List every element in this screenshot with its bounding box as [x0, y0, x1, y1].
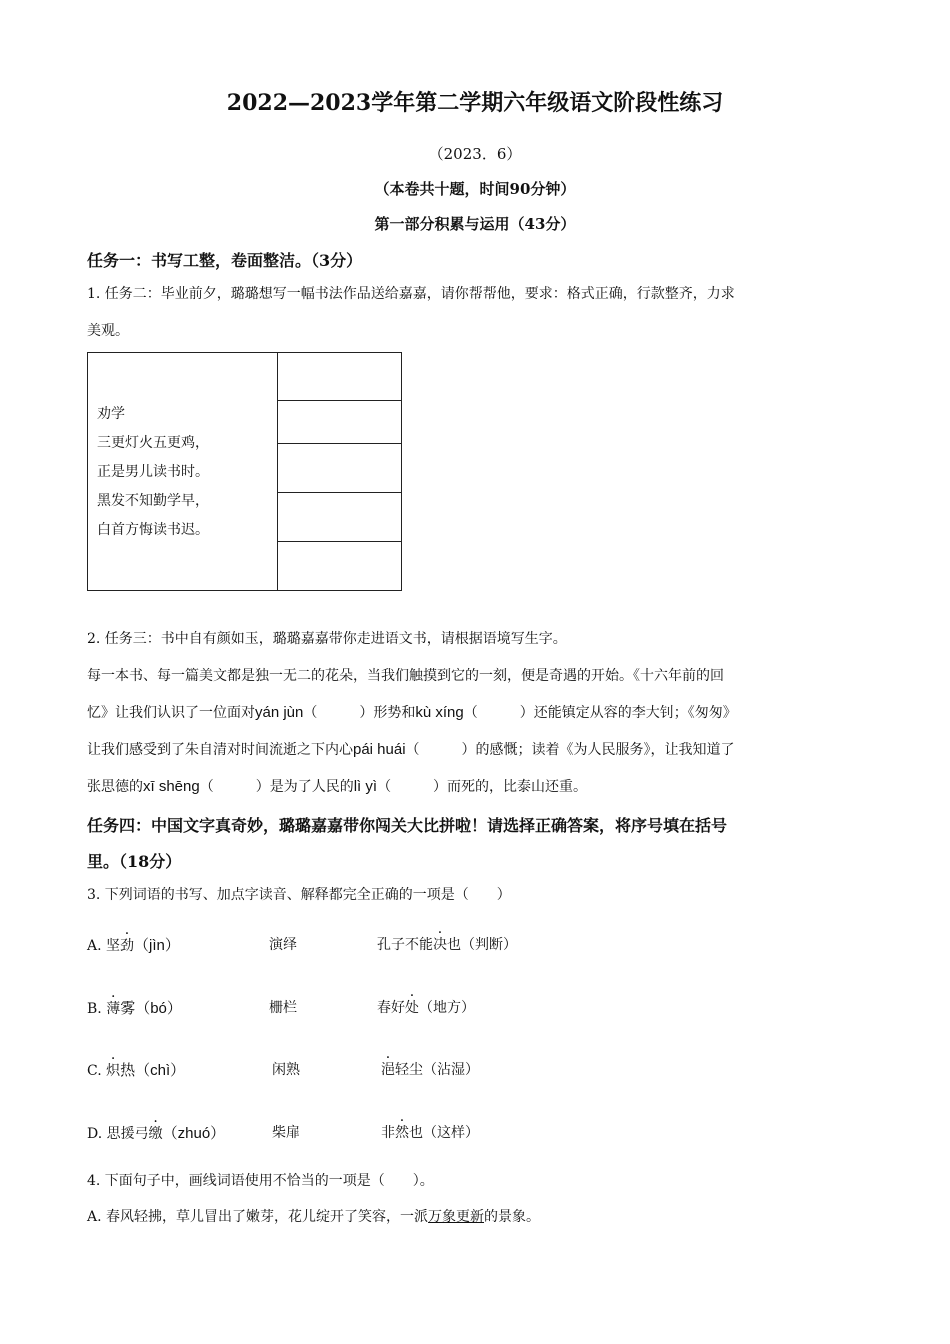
q3-option-a[interactable] [87, 934, 787, 954]
q2-line1: 每一本书、每一篇美文都是独一无二的花朵，当我们触摸到它的一刻，便是奇遇的开始。《十六年前的回 [87, 668, 724, 684]
q2-text[interactable]: （ ）形势和 [303, 705, 416, 721]
phrase-text: 也（判断） [447, 937, 517, 953]
option-word: 柴扉 [272, 1125, 300, 1141]
phrase-text: 非 [381, 1125, 395, 1141]
pinyin: kù xíng [415, 704, 464, 721]
q2-text[interactable]: （ ）是为了人民的 [199, 779, 354, 795]
q1-line1: 1. 任务二：毕业前夕，璐璐想写一幅书法作品送给嘉嘉，请你帮帮他，要求：格式正确，行款整齐，力求 [87, 286, 735, 302]
option-label: D. 思援弓 [87, 1126, 149, 1142]
option-label: B. [87, 1001, 107, 1017]
poem-line: 正是男儿读书时。 [97, 464, 209, 480]
pinyin: pái huái [353, 741, 406, 758]
phrase-text: 孔子不能 [377, 937, 433, 953]
q3-option-c[interactable] [87, 1059, 787, 1079]
q4-option-a[interactable] [87, 1199, 867, 1236]
phrase-text: 也（这样） [409, 1125, 479, 1141]
q3-option-b[interactable] [87, 997, 787, 1017]
task1-heading: 任务一：书写工整，卷面整洁。（3分） [87, 251, 363, 270]
q3-option-d[interactable] [87, 1122, 787, 1142]
q2-line2 [87, 694, 867, 732]
option-pinyin: （jìn） [134, 937, 180, 954]
underlined-phrase: 万象更新 [428, 1209, 485, 1225]
q1-line2: 美观。 [87, 323, 129, 339]
poem-title: 劝学 [97, 406, 125, 422]
q2-text[interactable]: （ ）的感慨；读着《为人民服务》，让我知道了 [405, 742, 735, 758]
poem-line: 黑发不知勤学早， [97, 493, 209, 509]
writing-cell[interactable] [278, 542, 402, 590]
q2-line3 [87, 731, 867, 769]
q2-text[interactable]: （ ）而死的，比泰山还重。 [377, 779, 588, 795]
phrase-text: 轻尘（沾湿） [395, 1062, 479, 1078]
q4-stem: 4. 下面句子中，画线词语使用不恰当的一项是（ ）。 [87, 1173, 434, 1189]
dotted-char: 处 [405, 1000, 419, 1016]
task4-line2: 里。（18分） [87, 852, 182, 871]
task4-line1: 任务四：中国文字真奇妙，璐璐嘉嘉带你闯关大比拼啦！请选择正确答案，将序号填在括号 [87, 816, 728, 835]
option-word: 闲熟 [272, 1062, 300, 1078]
poem-line: 三更灯火五更鸡， [97, 435, 209, 451]
pinyin: lì yì [353, 778, 378, 795]
writing-cell[interactable] [278, 395, 402, 444]
q3-stem: 3. 下列词语的书写、加点字读音、解释都完全正确的一项是（ ） [87, 887, 511, 903]
dotted-char: 炽 [106, 1063, 121, 1079]
option-pinyin: （zhuó） [162, 1125, 226, 1142]
q2-text: 张思德的 [87, 779, 143, 795]
option-pinyin: 热（chì） [120, 1062, 186, 1079]
option-pinyin: 雾（bó） [120, 1000, 182, 1017]
exam-date: （2023．6） [428, 145, 522, 163]
exam-note: （本卷共十题，时间90分钟） [374, 180, 576, 198]
dotted-char: 然 [395, 1125, 409, 1141]
pinyin: yán jùn [255, 704, 304, 721]
writing-cell[interactable] [278, 444, 402, 493]
option-word: 栅栏 [269, 1000, 297, 1016]
page-title: 2022—2023学年第二学期六年级语文阶段性练习 [226, 90, 724, 116]
dotted-char: 薄 [106, 1001, 121, 1017]
part-heading: 第一部分积累与运用（43分） [374, 215, 576, 233]
option-text: 的景象。 [484, 1209, 541, 1225]
phrase-text: （地方） [419, 1000, 475, 1016]
dotted-char: 浥 [381, 1062, 395, 1078]
poem-line: 白首方悔读书迟。 [97, 522, 209, 538]
pinyin: xī shēng [143, 778, 200, 795]
option-word: 演绎 [269, 937, 297, 953]
dotted-char: 缴 [148, 1126, 163, 1142]
q2-stem: 2. 任务三：书中自有颜如玉，璐璐嘉嘉带你走进语文书，请根据语境写生字。 [87, 631, 567, 647]
option-text: A. 春风轻拂，草儿冒出了嫩芽，花儿绽开了笑容，一派 [87, 1209, 429, 1225]
option-label: A. 坚 [87, 938, 121, 954]
writing-cell[interactable] [278, 353, 402, 401]
q2-text: 忆》让我们认识了一位面对 [87, 705, 255, 721]
phrase-text: 春好 [377, 1000, 405, 1016]
writing-cell[interactable] [278, 493, 402, 542]
dotted-char: 决 [433, 937, 447, 953]
dotted-char: 劲 [120, 938, 135, 954]
poem-text [97, 400, 209, 545]
option-label: C. [87, 1063, 107, 1079]
q2-text: 让我们感受到了朱自清对时间流逝之下内心 [87, 742, 353, 758]
poem-panel [88, 353, 278, 590]
calligraphy-box [87, 352, 402, 591]
q2-text[interactable]: （ ）还能镇定从容的李大钊；《匆匆》 [463, 705, 737, 721]
q2-line4 [87, 768, 867, 806]
